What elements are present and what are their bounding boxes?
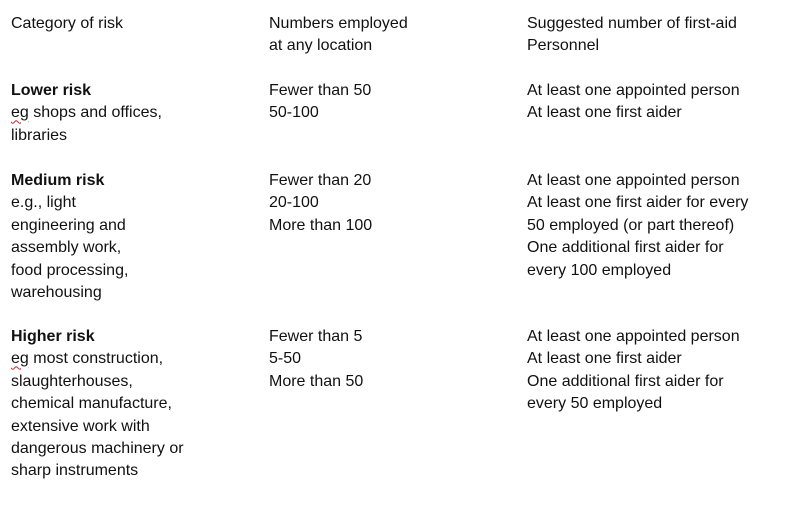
risk-example-text: most construction, [28, 350, 164, 368]
category-column [11, 13, 261, 486]
suggested-header [527, 13, 789, 80]
numbers-line: Fewer than 20 [269, 172, 372, 189]
suggested-line: 50 employed (or part thereof) [527, 216, 735, 234]
medium-risk-category [11, 170, 261, 326]
header-text: Suggested number of first-aid [527, 15, 737, 32]
risk-example-line: warehousing [11, 284, 102, 302]
risk-example-line: chemical manufacture, [11, 395, 172, 413]
risk-example-line: engineering and [11, 216, 126, 234]
suggested-line: At least one first aider [527, 350, 682, 368]
risk-example-line: food processing, [11, 261, 129, 279]
header-text: Numbers employed [269, 15, 408, 32]
medium-risk-numbers [269, 170, 519, 326]
higher-risk-category [11, 326, 261, 486]
suggested-line: every 50 employed [527, 395, 663, 413]
risk-example-line [11, 102, 261, 124]
numbers-line: Fewer than 50 [269, 82, 372, 99]
risk-title: Medium risk [11, 172, 105, 189]
suggested-line: every 100 employed [527, 261, 672, 279]
risk-example-line: libraries [11, 126, 68, 144]
higher-risk-suggested [527, 326, 789, 486]
risk-example-line: sharp instruments [11, 462, 139, 480]
numbers-line: 50-100 [269, 104, 319, 122]
risk-example-line: slaughterhouses, [11, 372, 133, 390]
header-text: Personnel [527, 37, 600, 55]
risk-example-line [11, 348, 261, 370]
suggested-line: At least one first aider for every [527, 194, 749, 212]
suggested-line: At least one appointed person [527, 82, 740, 99]
numbers-line: More than 50 [269, 372, 364, 390]
numbers-line: 5-50 [269, 350, 302, 368]
numbers-line: 20-100 [269, 194, 319, 212]
suggested-line: One additional first aider for [527, 239, 724, 257]
higher-risk-numbers [269, 326, 519, 486]
spellcheck-word: eg [11, 350, 29, 368]
numbers-column [269, 13, 519, 486]
risk-example-line: extensive work with [11, 417, 150, 435]
header-text: Category of risk [11, 15, 124, 32]
risk-title: Lower risk [11, 82, 92, 99]
lower-risk-category [11, 80, 261, 170]
numbers-line: More than 100 [269, 216, 373, 234]
header-text: at any location [269, 37, 373, 55]
numbers-header [269, 13, 519, 80]
spellcheck-word: eg [11, 104, 29, 122]
suggested-line: At least one first aider [527, 104, 682, 122]
risk-example-text: shops and offices, [28, 104, 162, 122]
lower-risk-suggested [527, 80, 789, 170]
suggested-line: One additional first aider for [527, 372, 724, 390]
suggested-line: At least one appointed person [527, 328, 740, 345]
risk-example-line: assembly work, [11, 239, 122, 257]
category-header [11, 13, 261, 80]
numbers-line: Fewer than 5 [269, 328, 363, 345]
suggested-line: At least one appointed person [527, 172, 740, 189]
suggested-column [527, 13, 789, 486]
lower-risk-numbers [269, 80, 519, 170]
medium-risk-suggested [527, 170, 789, 326]
risk-title: Higher risk [11, 328, 95, 345]
risk-example-line: dangerous machinery or [11, 440, 184, 458]
risk-example-line: e.g., light [11, 194, 76, 212]
